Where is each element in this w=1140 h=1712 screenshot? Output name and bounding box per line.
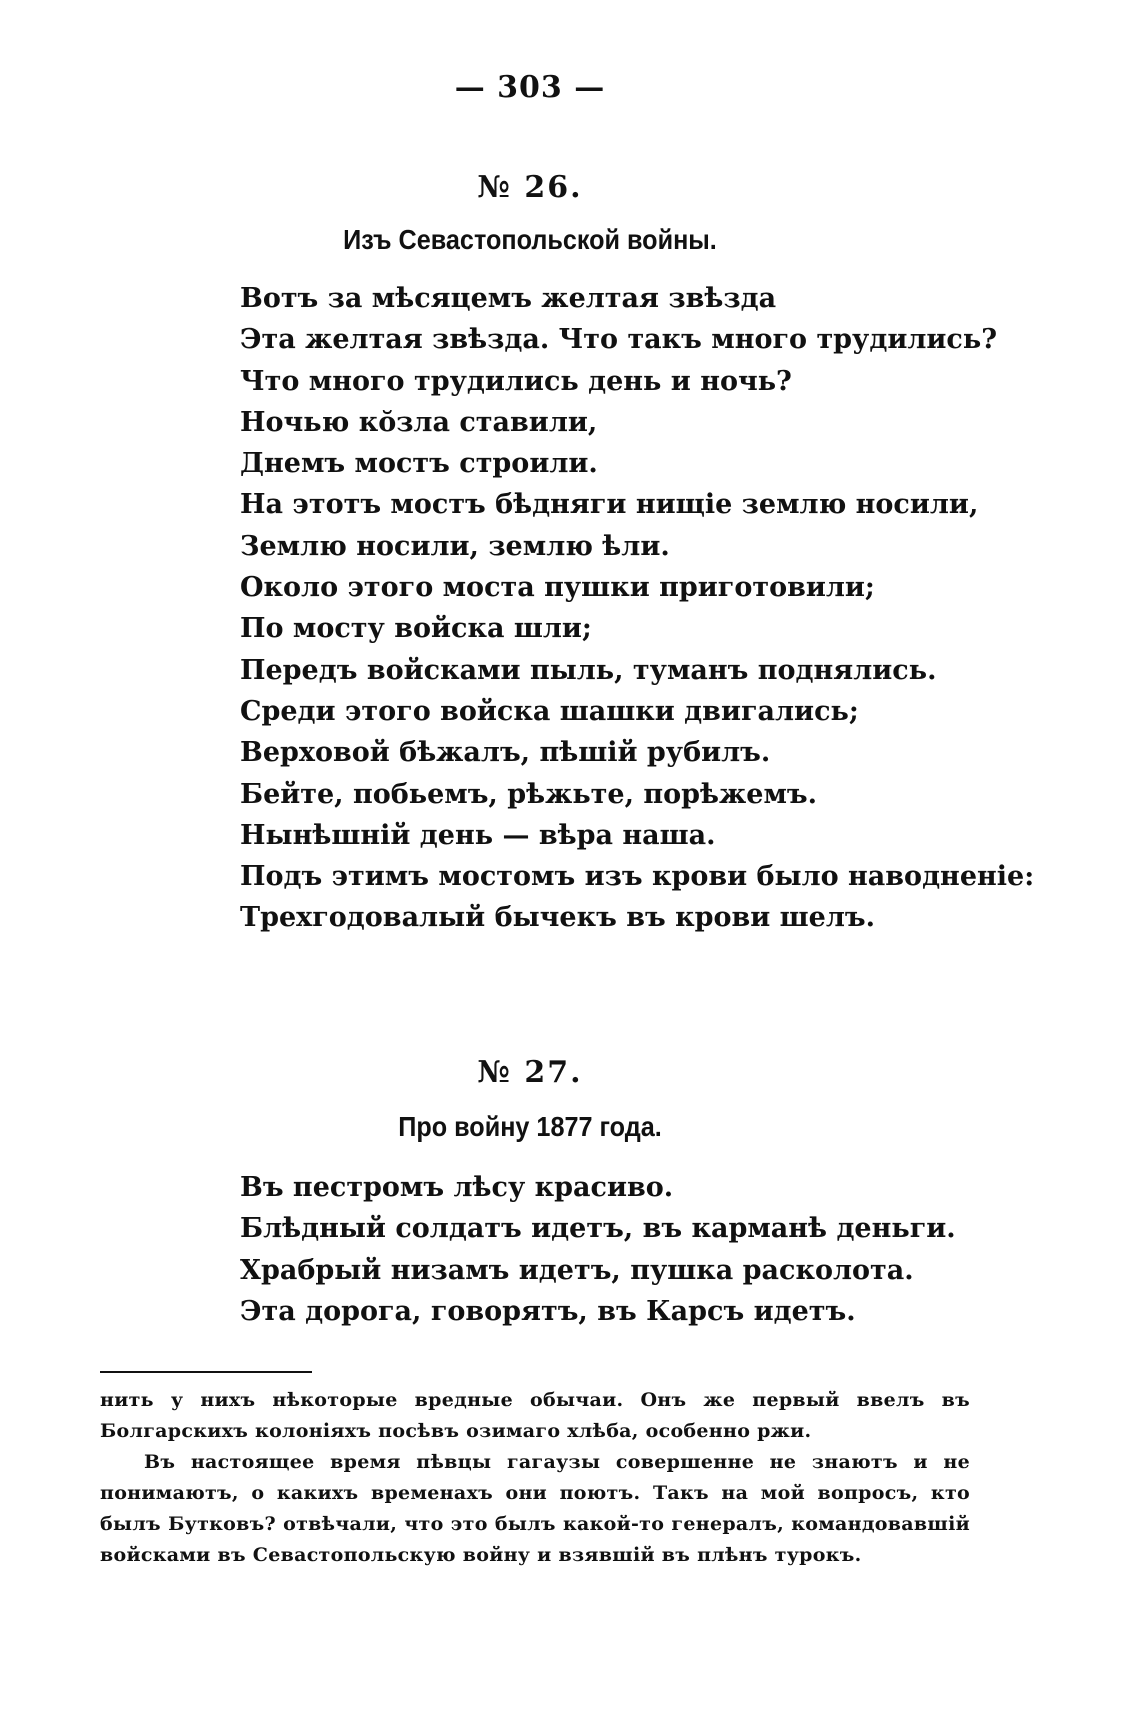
verse-line: Среди этого войска шашки двигались; <box>240 695 859 727</box>
verse-line: Передъ войсками пыль, туманъ поднялись. <box>240 654 937 686</box>
poem-26-verse <box>240 278 1034 939</box>
poem-number-26: № 26. <box>477 170 583 205</box>
verse-line: Ночью кŏзла ставили, <box>240 406 598 438</box>
footnote <box>100 1385 970 1571</box>
footnote-divider <box>100 1371 312 1373</box>
verse-line: Храбрый низамъ идетъ, пушка расколота. <box>240 1254 914 1286</box>
verse-line: Около этого моста пушки приготовили; <box>240 572 875 604</box>
verse-line: Бейте, побьемъ, рѣжьте, порѣжемъ. <box>240 778 818 810</box>
page-number: — 303 — <box>454 70 606 105</box>
verse-line: По мосту войска шли; <box>240 613 592 645</box>
footnote-paragraph: нить у нихъ нѣкоторые вредные обычаи. Онъ же первый ввелъ въ Болгарскихъ колоніяхъ посѣвъ озимаго хлѣба, особенно ржи. <box>100 1389 970 1442</box>
poem-number-27: № 27. <box>477 1055 583 1090</box>
verse-line: Трехгодовалый бычекъ въ крови шелъ. <box>240 902 876 934</box>
verse-line: Вотъ за мѣсяцемъ желтая звѣзда <box>240 283 777 314</box>
verse-line: Блѣдный солдатъ идетъ, въ карманѣ деньги. <box>240 1213 956 1245</box>
verse-line: Что много трудились день и ночь? <box>240 365 792 397</box>
poem-title-27: Про войну 1877 года. <box>398 1111 662 1142</box>
poem-title-26: Изъ Севастопольской войны. <box>343 224 717 255</box>
verse-line: Эта дорога, говорятъ, въ Карсъ идетъ. <box>240 1295 856 1327</box>
footnote-paragraph: Въ настоящее время пѣвцы гагаузы совершенне не знаютъ и не понимаютъ, о какихъ временахъ они поютъ. Такъ на мой вопросъ, кто былъ Бутковъ? отвѣчали, что это былъ какой-то генералъ, командовавшій войсками въ Севастопольскую войну и взявшій въ плѣнъ турокъ. <box>100 1451 970 1566</box>
verse-line: На этотъ мостъ бѣдняги нищіе землю носили, <box>240 489 979 521</box>
verse-line: Землю носили, землю ѣли. <box>240 530 670 562</box>
verse-line: Верховой бѣжалъ, пѣшій рубилъ. <box>240 737 771 769</box>
poem-27-verse <box>240 1167 956 1332</box>
verse-line: Въ пестромъ лѣсу красиво. <box>240 1172 674 1203</box>
verse-line: Нынѣшній день — вѣра наша. <box>240 819 716 851</box>
verse-line: Подъ этимъ мостомъ изъ крови было наводненіе: <box>240 861 1035 893</box>
verse-line: Эта желтая звѣзда. Что такъ много трудились? <box>240 324 998 356</box>
verse-line: Днемъ мостъ строили. <box>240 448 598 480</box>
